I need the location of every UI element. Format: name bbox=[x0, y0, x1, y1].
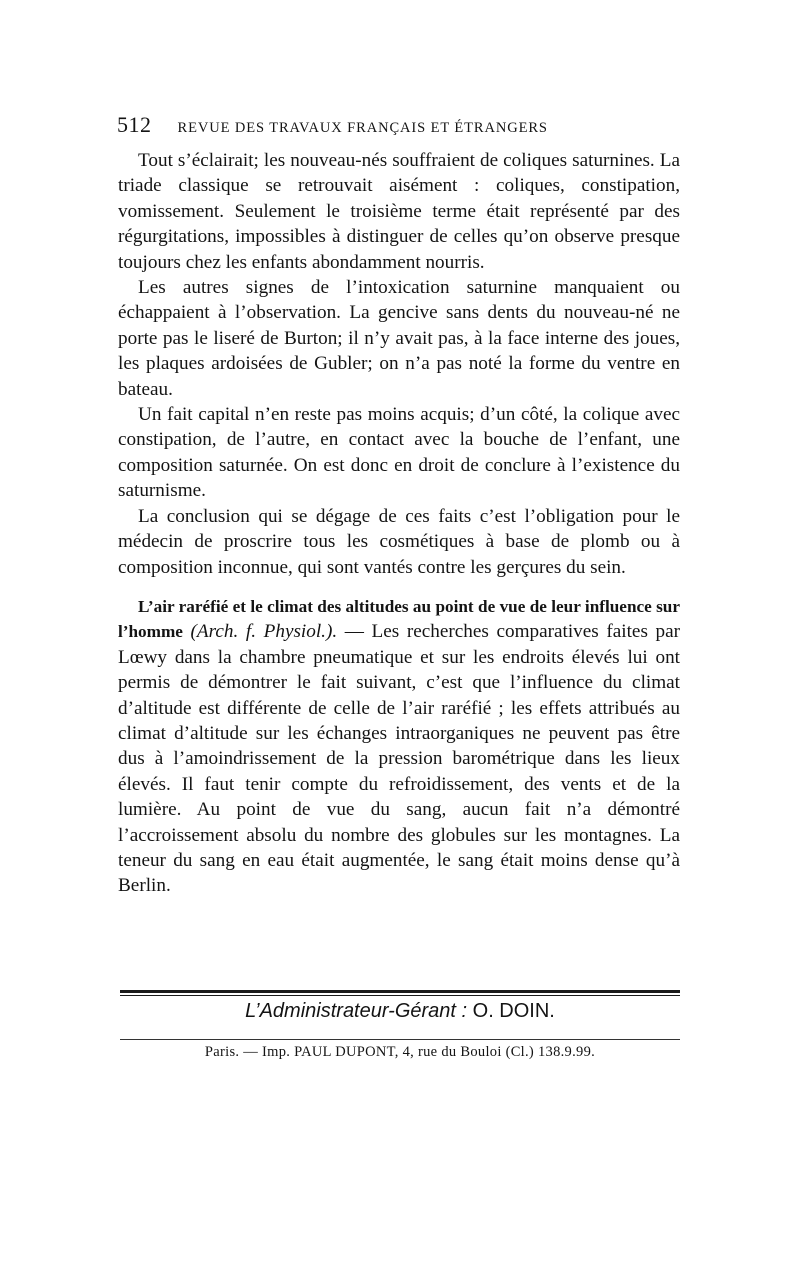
administrator-line bbox=[120, 997, 680, 1025]
section-citation: (Arch. f. Physiol.). bbox=[190, 621, 338, 643]
administrator-label: L’Administrateur-Gérant : bbox=[245, 1000, 468, 1022]
running-title: REVUE DES TRAVAUX FRANÇAIS ET ÉTRANGERS bbox=[177, 120, 548, 136]
administrator-name: O. DOIN. bbox=[472, 1000, 555, 1022]
footer-rule-thick bbox=[120, 990, 680, 993]
section-paragraph bbox=[118, 594, 680, 899]
paragraph: Un fait capital n’en reste pas moins acquis; d’un côté, la colique avec constipation, de l’autre, en contact avec la bouche de l’enfant, une composition saturnée. On est donc en droit de conclure à l’existence du saturnisme. bbox=[118, 404, 680, 502]
section-text: — Les recherches comparatives faites par Lœwy dans la chambre pneumatique et sur les endroits élevés lui ont permis de démontrer le fait suivant, c’est que l’influence du climat d’altitude est différente de celle de l’air raréfié ; les effets attribués au climat d’altitude sur les échanges intraorganiques ne peuvent pas être dus à l’amoindrissement de la pression barométrique dans les lieux élevés. Il faut tenir compte du refroidissement, des vents et de la lumière. Au point de vue du sang, aucun fait n’a démontré l’accroissement absolu du nombre des globules sur les montagnes. La teneur du sang en eau était augmentée, le sang était moins dense qu’à Berlin. bbox=[118, 621, 681, 897]
printer-rule bbox=[120, 1039, 680, 1040]
paragraph: Les autres signes de l’intoxication saturnine manquaient ou échappaient à l’observation. La gencive sans dents du nouveau-né ne porte pas le liseré de Burton; il n’y avait pas, à la face interne des joues, les plaques ardoisées de Gubler; on n’a pas noté la forme du ventre en bateau. bbox=[118, 277, 680, 400]
paragraph: Tout s’éclairait; les nouveau-nés souffraient de coliques saturnines. La triade classique se retrouvait aisément : coliques, constipation, vomissement. Seulement le troisième terme était représenté par des régurgitations, impossibles à distinguer de celles qu’on observe presque toujours chez les enfants abondamment nourris. bbox=[118, 150, 680, 273]
section-title: L’air raréfié et le climat des altitudes au point de vue de leur influence sur l’homme bbox=[118, 596, 680, 642]
footer-rule-thin bbox=[120, 995, 680, 996]
page-header bbox=[117, 112, 637, 142]
body-text bbox=[118, 148, 680, 899]
printer-line: Paris. — Imp. PAUL DUPONT, 4, rue du Bouloi (Cl.) 138.9.99. bbox=[204, 1044, 596, 1060]
page-number: 512 bbox=[117, 112, 152, 137]
paragraph: La conclusion qui se dégage de ces faits c’est l’obligation pour le médecin de proscrire tous les cosmétiques à base de plomb ou à composition inconnue, qui sont vantés contre les gerçures du sein. bbox=[118, 505, 680, 578]
